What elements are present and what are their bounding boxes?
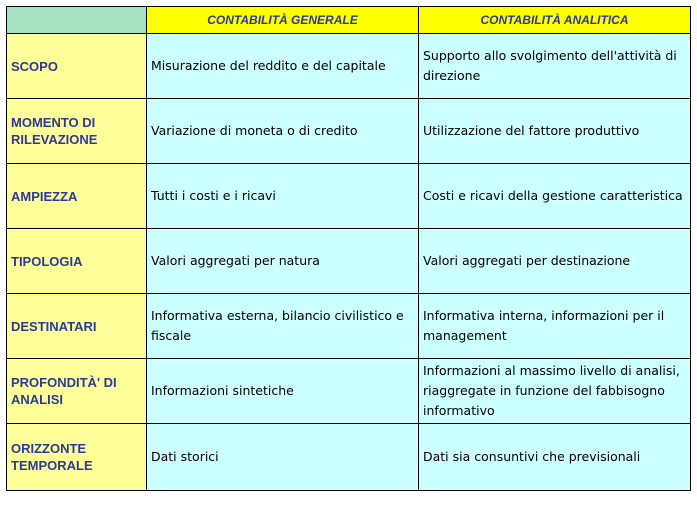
header-contabilita-analitica: CONTABILITÀ ANALITICA (419, 7, 691, 34)
row-ampiezza (7, 164, 691, 229)
row-label: ORIZZONTE TEMPORALE (7, 424, 147, 491)
general-cell: Tutti i costi e i ricavi (147, 164, 419, 229)
analytic-cell: Costi e ricavi della gestione caratteristica (419, 164, 691, 229)
general-cell: Misurazione del reddito e del capitale (147, 34, 419, 99)
row-label: DESTINATARI (7, 294, 147, 359)
row-tipologia (7, 229, 691, 294)
header-contabilita-generale: CONTABILITÀ GENERALE (147, 7, 419, 34)
row-profondita-di-analisi (7, 359, 691, 424)
analytic-cell: Dati sia consuntivi che previsionali (419, 424, 691, 491)
row-label: MOMENTO DI RILEVAZIONE (7, 99, 147, 164)
analytic-cell: Informativa interna, informazioni per il management (419, 294, 691, 359)
row-destinatari (7, 294, 691, 359)
row-label: SCOPO (7, 34, 147, 99)
row-label: TIPOLOGIA (7, 229, 147, 294)
general-cell: Informazioni sintetiche (147, 359, 419, 424)
row-orizzonte-temporale (7, 424, 691, 491)
analytic-cell: Utilizzazione del fattore produttivo (419, 99, 691, 164)
general-cell: Informativa esterna, bilancio civilistico e fiscale (147, 294, 419, 359)
analytic-cell: Valori aggregati per destinazione (419, 229, 691, 294)
header-row (7, 7, 691, 34)
general-cell: Valori aggregati per natura (147, 229, 419, 294)
row-label: AMPIEZZA (7, 164, 147, 229)
general-cell: Dati storici (147, 424, 419, 491)
comparison-table (6, 6, 691, 491)
corner-cell (7, 7, 147, 34)
row-label: PROFONDITÀ' DI ANALISI (7, 359, 147, 424)
row-momento-di-rilevazione (7, 99, 691, 164)
general-cell: Variazione di moneta o di credito (147, 99, 419, 164)
row-scopo (7, 34, 691, 99)
analytic-cell: Informazioni al massimo livello di analisi, riaggregate in funzione del fabbisogno informativo (419, 359, 691, 424)
analytic-cell: Supporto allo svolgimento dell'attività di direzione (419, 34, 691, 99)
